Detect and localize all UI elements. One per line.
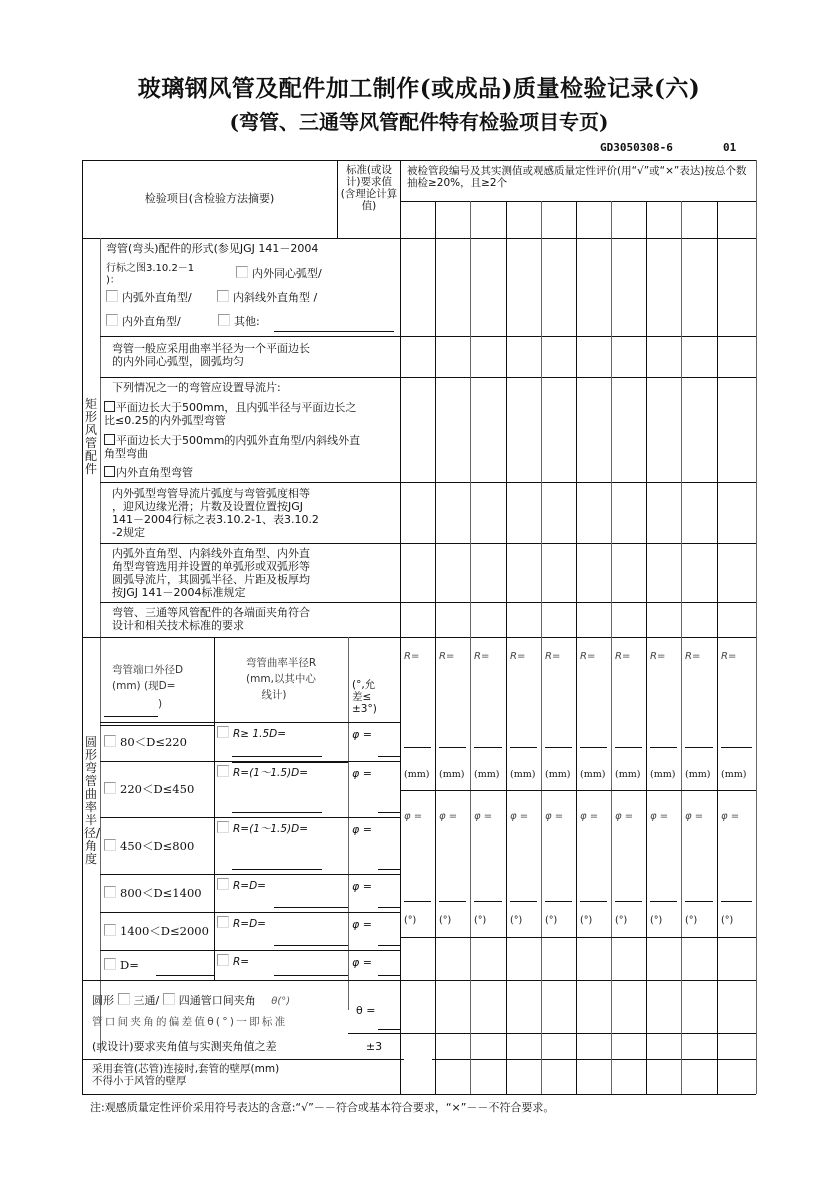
value-input-line[interactable] <box>439 901 466 902</box>
d-input-line[interactable] <box>156 975 214 976</box>
theta-label: θ = <box>356 1004 376 1017</box>
angle-label: φ = <box>352 823 372 836</box>
measured-radius-label: R= <box>510 651 526 662</box>
angle-label: φ = <box>352 767 372 780</box>
radius-formula: R≥ 1.5D= <box>233 728 287 740</box>
value-input-line[interactable] <box>721 747 752 748</box>
checkbox-four-way[interactable] <box>163 993 175 1005</box>
measured-radius-label: R= <box>404 651 420 662</box>
case-label: 内外直角型弯管 <box>116 466 193 479</box>
divider <box>100 543 756 544</box>
table-border-bottom <box>82 1094 756 1095</box>
angle-unit: (°) <box>650 915 663 926</box>
rect-row3-case1-cont: 比≤0.25的内外弧型弯管 <box>104 414 226 427</box>
radius-unit: (mm) <box>615 769 641 780</box>
sleeve-line1: 采用套管(芯管)连接时,套管的壁厚(mm) <box>92 1063 280 1075</box>
divider <box>400 790 756 791</box>
divider <box>348 637 349 1010</box>
rect-row5-line1: 内弧外直角型、内斜线外直角型、内外直 <box>112 547 310 560</box>
case-label: 平面边长大于500mm的内弧外直角型/内斜线外直 <box>116 434 361 447</box>
header-item-column: 检验项目(含检验方法摘要) <box>144 192 275 205</box>
value-input-line[interactable] <box>404 901 431 902</box>
data-column-divider <box>717 201 718 1094</box>
radius-input-line[interactable] <box>232 869 322 870</box>
angle-input-line[interactable] <box>378 756 400 757</box>
tee-theta-unit: θ(°) <box>271 996 291 1007</box>
data-column-divider <box>435 201 436 1094</box>
angle-input-line[interactable] <box>378 945 400 946</box>
radius-unit: (mm) <box>650 769 676 780</box>
data-column-divider <box>576 201 577 1094</box>
value-input-line[interactable] <box>650 747 677 748</box>
rect-row5-line4: 按JGJ 141－2004标准规定 <box>112 586 246 599</box>
d-input-line[interactable] <box>104 716 158 717</box>
radius-unit: (mm) <box>439 769 465 780</box>
measured-radius-label: R= <box>474 651 490 662</box>
divider <box>100 238 101 1053</box>
checkbox[interactable] <box>217 726 229 738</box>
diameter-range: 1400＜D≤2000 <box>120 924 209 938</box>
col-d-line2: (mm) (现D= <box>112 680 176 692</box>
table-border-left <box>82 160 83 1094</box>
radius-unit: (mm) <box>721 769 747 780</box>
value-input-line[interactable] <box>580 747 607 748</box>
rect-row5-line2: 角型弯管选用并设置的单弧形或双弧形等 <box>112 560 310 573</box>
round-row-diameter[interactable] <box>104 958 139 972</box>
checkbox[interactable] <box>104 924 116 936</box>
angle-label: φ = <box>352 956 372 969</box>
round-row-radius[interactable] <box>217 878 266 893</box>
angle-unit: (°) <box>545 915 558 926</box>
radius-formula: R=(1～1.5)D= <box>233 823 309 835</box>
divider <box>100 912 400 913</box>
measured-angle-label: φ = <box>685 811 704 822</box>
rect-row4-line2: ，迎风边缘光滑；片数及设置位置按JGJ <box>112 500 304 513</box>
tee-line2: 管口间夹角的偏差值θ(°)一即标准 <box>92 1016 288 1028</box>
angle-label: φ = <box>352 880 372 893</box>
rect-row2-line1: 弯管一般应采用曲率半径为一个平面边长 <box>112 342 310 355</box>
rect-row3-case3[interactable] <box>104 466 193 479</box>
measured-angle-label: φ = <box>650 811 669 822</box>
checkbox[interactable] <box>104 735 116 747</box>
tee-tolerance: ±3 <box>365 1040 383 1053</box>
other-input-line[interactable] <box>274 331 394 332</box>
data-column-divider <box>541 201 542 1094</box>
col-r-line3: 线计) <box>261 689 287 701</box>
divider <box>82 1059 348 1060</box>
diameter-range: 220＜D≤450 <box>120 782 195 796</box>
diameter-range: 800＜D≤1400 <box>120 886 202 900</box>
measured-angle-label: φ = <box>615 811 634 822</box>
option-other[interactable] <box>218 314 260 328</box>
divider <box>348 1033 756 1034</box>
option-label: 其他: <box>234 315 260 328</box>
angle-input-line[interactable] <box>378 907 400 908</box>
radius-unit: (mm) <box>404 769 430 780</box>
checkbox[interactable] <box>218 314 230 326</box>
radius-formula: R=(1～1.5)D= <box>233 767 309 779</box>
radius-unit: (mm) <box>685 769 711 780</box>
radius-formula: R=D= <box>233 918 266 930</box>
rect-row3-case2-cont: 角型弯曲 <box>104 447 148 460</box>
form-intro-2: 行标之图3.10.2－1 <box>106 263 195 274</box>
round-row-radius[interactable] <box>217 916 266 931</box>
form-intro-3: )： <box>106 275 120 286</box>
divider <box>232 762 348 763</box>
divider <box>82 637 756 638</box>
value-input-line[interactable] <box>721 901 752 902</box>
round-row-diameter[interactable] <box>104 735 187 749</box>
checkbox[interactable] <box>217 954 229 966</box>
radius-formula: R= <box>233 956 250 968</box>
option-right-angle[interactable] <box>106 314 181 328</box>
rect-row4-line4: -2规定 <box>112 526 145 539</box>
checkbox-three-way[interactable] <box>118 993 130 1005</box>
option-label: 内斜线外直角型 / <box>233 291 318 304</box>
col-r-line2: (mm,以其中心 <box>246 673 316 685</box>
angle-unit: (°) <box>510 915 523 926</box>
checkbox[interactable] <box>217 878 229 890</box>
divider <box>400 937 756 938</box>
divider <box>82 980 756 981</box>
divider <box>100 602 756 603</box>
checkbox[interactable] <box>104 434 115 445</box>
rect-row6-line1: 弯管、三通等风管配件的各端面夹角符合 <box>112 606 310 619</box>
round-row-radius[interactable] <box>217 726 286 741</box>
angle-input-line[interactable] <box>378 975 400 976</box>
round-row-diameter[interactable] <box>104 839 194 853</box>
page-title: 玻璃钢风管及配件加工制作(或成品)质量检验记录(六) <box>137 75 701 102</box>
divider <box>400 160 401 1094</box>
table-border-right <box>756 160 757 1094</box>
col-angle-line1: (°,允 <box>352 679 376 691</box>
tee-line1 <box>92 993 290 1008</box>
measured-angle-label: φ = <box>439 811 458 822</box>
tee-option-three: 三通/ <box>133 994 160 1007</box>
rect-row4-line3: 141－2004行标之表3.10.2-1、表3.10.2 <box>112 513 319 526</box>
header-eval-column: 被检管段编号及其实测值或观感质量定性评价(用“√”或“×”表达)按总个数抽检≥20%，且≥2个 <box>407 165 747 189</box>
radius-input-line[interactable] <box>274 907 348 908</box>
diameter-range: 450＜D≤800 <box>120 838 195 853</box>
checkbox[interactable] <box>104 958 116 970</box>
checkbox[interactable] <box>236 266 248 278</box>
rect-row5-line3: 圆弧导流片，其圆弧半径、片距及板厚均 <box>112 573 310 586</box>
sleeve-line2: 不得小于风管的壁厚 <box>92 1075 187 1087</box>
value-input-line[interactable] <box>510 747 537 748</box>
radius-unit: (mm) <box>580 769 606 780</box>
radius-unit: (mm) <box>545 769 571 780</box>
value-input-line[interactable] <box>474 747 502 748</box>
checkbox[interactable] <box>104 401 115 412</box>
data-column-divider <box>470 201 471 1094</box>
angle-unit: (°) <box>721 915 734 926</box>
measured-radius-label: R= <box>721 651 737 662</box>
section-label-round: 圆形弯管曲率半径/角度 <box>84 735 101 866</box>
value-input-line[interactable] <box>650 901 677 902</box>
measured-angle-label: φ = <box>580 811 599 822</box>
angle-input-line[interactable] <box>378 869 400 870</box>
divider <box>337 160 338 238</box>
header-standard-column: 标准(或设计)要求值(含理论计算值) <box>340 164 398 212</box>
checkbox[interactable] <box>104 839 116 851</box>
measured-angle-label: φ = <box>510 811 529 822</box>
angle-unit: (°) <box>580 915 593 926</box>
rect-row6-line2: 设计和相关技术标准的要求 <box>112 619 244 632</box>
value-input-line[interactable] <box>510 901 537 902</box>
rect-row3-title: 下列情况之一的弯管应设置导流片: <box>112 381 281 394</box>
divider <box>100 817 400 818</box>
page-subtitle: (弯管、三通等风管配件特有检验项目专页) <box>229 110 609 134</box>
measured-angle-label: φ = <box>545 811 564 822</box>
value-input-line[interactable] <box>615 747 642 748</box>
measured-radius-label: R= <box>580 651 596 662</box>
footer-note: 注:观感质量定性评价采用符号表达的含意:“√”－－符合或基本符合要求，“×”－－不符合要求。 <box>90 1101 555 1114</box>
checkbox[interactable] <box>104 466 115 477</box>
round-row-diameter[interactable] <box>104 886 202 900</box>
checkbox[interactable] <box>104 886 116 898</box>
option-inner-arc[interactable] <box>106 290 192 304</box>
option-concentric[interactable] <box>236 266 322 280</box>
table-border-top <box>82 160 756 161</box>
checkbox[interactable] <box>217 765 229 777</box>
round-row-radius[interactable] <box>217 821 308 836</box>
radius-input-line[interactable] <box>274 975 348 976</box>
section-label-rect: 矩形风管配件 <box>84 397 97 476</box>
checkbox[interactable] <box>106 314 118 326</box>
checkbox[interactable] <box>106 290 118 302</box>
col-d-line3: ) <box>158 698 163 710</box>
divider <box>100 874 400 875</box>
value-input-line[interactable] <box>685 747 713 748</box>
measured-radius-label: R= <box>685 651 701 662</box>
form-page-number: 01 <box>723 141 737 154</box>
angle-unit: (°) <box>685 915 698 926</box>
value-input-line[interactable] <box>545 747 572 748</box>
angle-label: φ = <box>352 728 372 741</box>
option-inner-bevel[interactable] <box>217 290 317 304</box>
divider <box>100 950 400 951</box>
round-row-radius[interactable] <box>217 954 249 969</box>
divider <box>100 336 756 337</box>
measured-angle-label: φ = <box>474 811 493 822</box>
data-column-divider <box>681 201 682 1094</box>
rect-row3-case2[interactable] <box>104 434 360 447</box>
angle-unit: (°) <box>615 915 628 926</box>
divider <box>400 201 756 202</box>
divider <box>82 238 756 239</box>
measured-radius-label: R= <box>615 651 631 662</box>
radius-input-line[interactable] <box>232 756 322 757</box>
col-angle-line3: ±3°) <box>352 703 377 715</box>
round-row-diameter[interactable] <box>104 924 209 938</box>
value-input-line[interactable] <box>580 901 607 902</box>
radius-unit: (mm) <box>510 769 536 780</box>
round-row-radius[interactable] <box>217 765 308 780</box>
measured-radius-label: R= <box>650 651 666 662</box>
radius-input-line[interactable] <box>232 812 322 813</box>
diameter-range: 80＜D≤220 <box>120 734 187 749</box>
angle-unit: (°) <box>474 915 487 926</box>
rect-row3-case1[interactable] <box>104 401 356 414</box>
measured-radius-label: R= <box>545 651 561 662</box>
checkbox[interactable] <box>217 821 229 833</box>
radius-unit: (mm) <box>474 769 500 780</box>
diameter-range: D= <box>120 958 139 972</box>
data-column-divider <box>611 201 612 1094</box>
measured-radius-label: R= <box>439 651 455 662</box>
value-input-line[interactable] <box>439 747 466 748</box>
value-input-line[interactable] <box>685 901 713 902</box>
angle-label: φ = <box>352 918 372 931</box>
data-column-divider <box>646 201 647 1094</box>
round-row-diameter[interactable] <box>104 782 194 796</box>
checkbox[interactable] <box>217 290 229 302</box>
form-code: GD3050308-6 <box>600 141 673 154</box>
rect-row2-line2: 的内外同心弧型，圆弧均匀 <box>112 355 244 368</box>
value-input-line[interactable] <box>404 747 431 748</box>
col-d-line1: 弯管端口外径D <box>112 664 184 676</box>
col-r-line1: 弯管曲率半径R <box>245 657 317 669</box>
tee-prefix: 圆形 <box>92 994 114 1007</box>
divider <box>82 980 83 1094</box>
rect-row4-line1: 内外弧型弯管导流片弧度与弯管弧度相等 <box>112 487 310 500</box>
theta-input-line[interactable] <box>378 1029 400 1030</box>
angle-input-line[interactable] <box>378 812 400 813</box>
radius-formula: R=D= <box>233 880 266 892</box>
col-angle-line2: 差≤ <box>352 691 372 703</box>
angle-unit: (°) <box>404 915 417 926</box>
angle-unit: (°) <box>439 915 452 926</box>
divider <box>100 482 756 483</box>
divider <box>432 1059 756 1060</box>
checkbox[interactable] <box>217 916 229 928</box>
case-label: 平面边长大于500mm，且内弧半径与平面边长之 <box>116 401 357 414</box>
divider <box>100 377 756 378</box>
value-input-line[interactable] <box>615 901 642 902</box>
option-label: 内弧外直角型/ <box>122 291 192 304</box>
tee-line3: (或设计)要求夹角值与实测夹角值之差 <box>92 1040 277 1053</box>
option-label: 内外直角型/ <box>122 315 181 328</box>
tee-option-four: 四通管口间夹角 <box>178 994 256 1007</box>
radius-input-line[interactable] <box>274 945 348 946</box>
divider <box>100 722 400 723</box>
value-input-line[interactable] <box>474 901 502 902</box>
value-input-line[interactable] <box>545 901 572 902</box>
option-label: 内外同心弧型/ <box>252 267 322 280</box>
checkbox[interactable] <box>104 782 116 794</box>
divider <box>348 1059 404 1060</box>
measured-angle-label: φ = <box>721 811 740 822</box>
data-column-divider <box>506 201 507 1094</box>
divider <box>100 725 214 726</box>
form-intro-1: 弯管(弯头)配件的形式(参见JGJ 141－2004 <box>106 242 319 255</box>
measured-angle-label: φ = <box>404 811 423 822</box>
